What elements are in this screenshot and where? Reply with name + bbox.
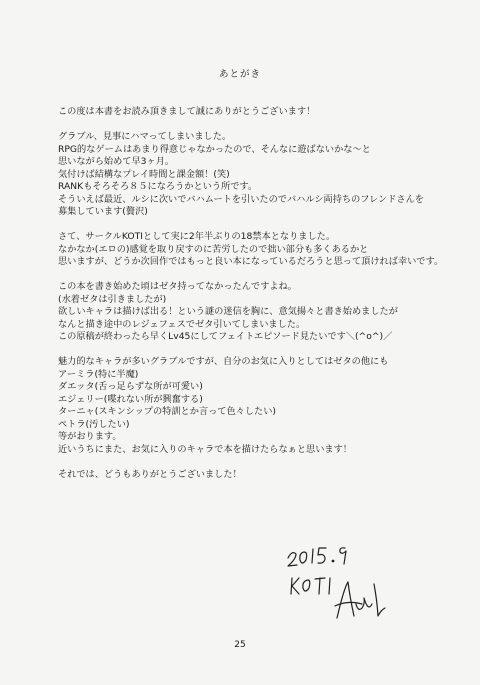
text-line: そういえば最近、ルシに次いでバハムートを引いたのでバハルシ両持ちのフレンドさんを <box>58 193 424 205</box>
handwritten-signature <box>282 538 392 630</box>
paragraph <box>58 106 468 119</box>
paragraph <box>58 469 468 482</box>
text-line: RANKもそろそろ８５になろうかという所です。 <box>58 181 258 192</box>
paragraph <box>58 281 468 344</box>
text-line: 欲しいキャラは描けば出る！という謎の迷信を胸に、意気揚々と書き始めましたが <box>58 306 398 317</box>
paragraph <box>58 356 468 456</box>
text-line: なかなか(エロの)感覚を取り戻すのに苦労したので拙い部分も多くあるかと <box>58 243 369 255</box>
text-line: なんと描き途中のレジェフェスでゼタ引いてしまいました。 <box>58 318 306 330</box>
text-line: この本を書き始めた頃はゼタ持ってなかったんですよね。 <box>58 281 297 292</box>
page-number: 25 <box>234 640 246 650</box>
paragraph <box>58 231 468 269</box>
text-line: RPG的なゲームはあまり得意じゃなかったので、そんなに遊ばないかな～と <box>58 143 371 155</box>
text-line: 思いますが、どうか次回作ではもっと良い本になっているだろうと思って頂ければ幸いです。 <box>58 256 444 267</box>
page-title: あとがき <box>218 69 261 80</box>
text-line: エジェリー(喋れない所が興奮する) <box>58 393 203 405</box>
text-line: ターニャ(スキンシップの特訓とか言って色々したい) <box>58 406 276 417</box>
text-line: この原稿が終わったら早くLv45にしてフェイトエピソード見たいです＼(^o^)／ <box>58 331 393 342</box>
text-line: 魅力的なキャラが多いグラブルですが、自分のお気に入りとしてはゼタの他にも <box>58 356 389 367</box>
afterword-body <box>58 106 468 481</box>
text-line: ダエッタ(舌っ足らずな所が可愛い) <box>58 381 203 392</box>
text-line: 気付けば結構なプレイ時間と課金額！(笑) <box>58 168 230 180</box>
text-line: この度は本書をお読み頂きまして誠にありがとうございます！ <box>58 106 316 117</box>
text-line: アーミラ(特に半魔) <box>58 368 139 380</box>
text-line: 等がおります。 <box>58 431 122 442</box>
text-line: 近いうちにまた、お気に入りのキャラで本を描けたらなぁと思います！ <box>58 443 352 455</box>
signature-date: 2015.9 <box>282 538 286 539</box>
text-line: (水着ゼタは引きましたが) <box>58 293 167 305</box>
text-line: ペトラ(汚したい) <box>58 418 130 430</box>
text-line: さて、サークルKOTIとして実に2年半ぶりの18禁本となりました。 <box>58 231 336 242</box>
text-line: 募集しています(贅沢) <box>58 206 148 217</box>
text-line: グラブル、見事にハマってしまいました。 <box>58 131 232 142</box>
text-line: それでは、どうもありがとうございました！ <box>58 468 242 480</box>
paragraph <box>58 131 468 219</box>
text-line: 思いながら始めて早3ヶ月。 <box>58 156 175 167</box>
